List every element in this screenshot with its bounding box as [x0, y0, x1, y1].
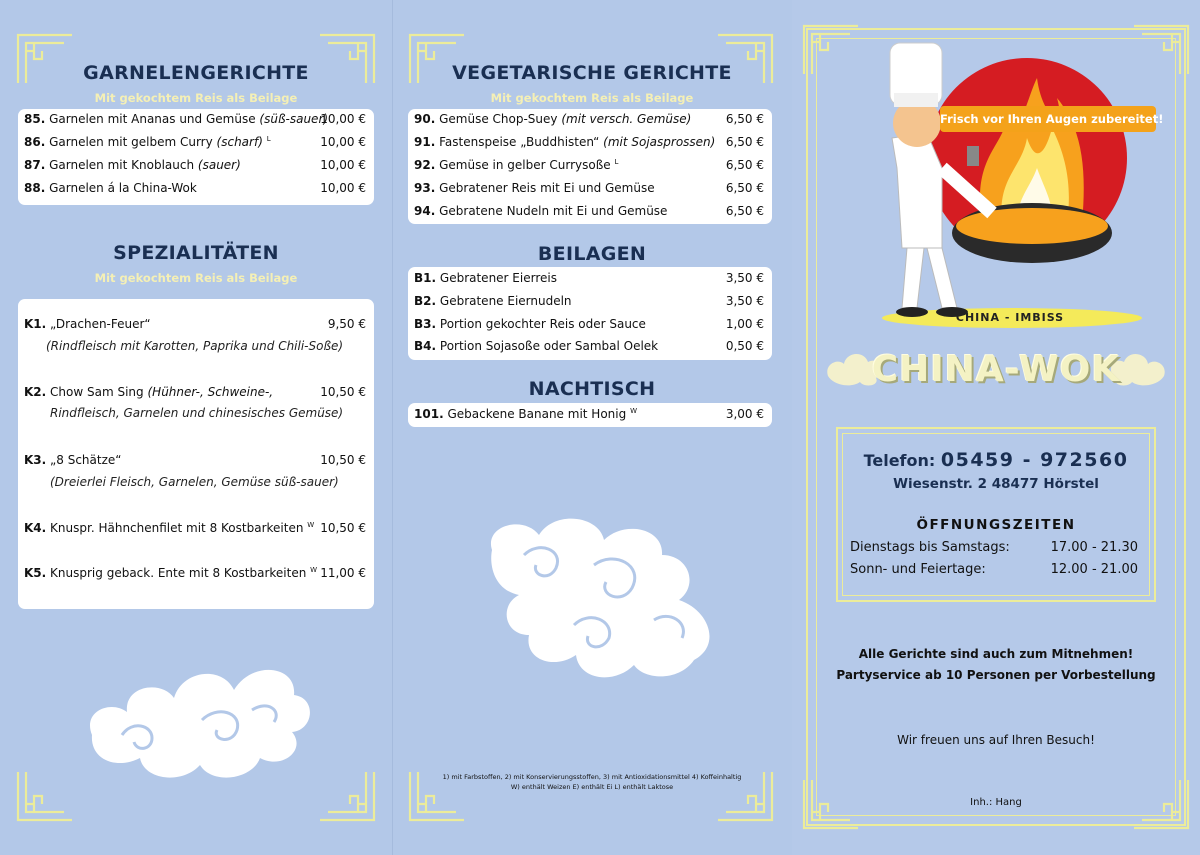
- menu-item: K4. Knuspr. Hähnchenfilet mit 8 Kostbarkeiten $^W$ 10,50 €: [24, 521, 366, 535]
- menu-item-description: (Rindfleisch mit Karotten, Paprika und Chili-Soße): [46, 339, 344, 353]
- menu-item: K2. Chow Sam Sing (Hühner-, Schweine-, 10,50 €: [24, 385, 366, 399]
- menu-item: B1. Gebratener Eierreis 3,50 €: [414, 271, 764, 285]
- brand-logo: CHINA-WOK: [871, 349, 1121, 390]
- panel-left: [0, 0, 392, 855]
- menu-item: 93. Gebratener Reis mit Ei und Gemüse 6,50 €: [414, 181, 764, 195]
- section-subtitle-spezial: Mit gekochtem Reis als Beilage: [94, 271, 298, 285]
- section-title-beilagen: BEILAGEN: [537, 243, 647, 265]
- section-title-spezial: SPEZIALITÄTEN: [113, 242, 279, 264]
- section-subtitle-garnelen: Mit gekochtem Reis als Beilage: [94, 91, 298, 105]
- allergen-footnote-1: 1) mit Farbstoffen, 2) mit Konservierungsstoffen, 3) mit Antioxidationsmittel 4) Koffeinhaltig: [442, 773, 742, 781]
- takeaway-note: Alle Gerichte sind auch zum Mitnehmen!: [858, 647, 1134, 661]
- menu-item: 90. Gemüse Chop-Suey (mit versch. Gemüse) 6,50 €: [414, 112, 764, 126]
- menu-item: 85. Garnelen mit Ananas und Gemüse (süß-sauer) 10,00 €: [24, 112, 366, 126]
- menu-item: 94. Gebratene Nudeln mit Ei und Gemüse 6,50 €: [414, 204, 764, 218]
- phone-number[interactable]: 05459 - 972560: [940, 449, 1129, 471]
- section-title-veg: VEGETARISCHE GERICHTE: [452, 62, 732, 84]
- section-title-nachtisch: NACHTISCH: [528, 378, 656, 400]
- corner-ornament-icon: [318, 770, 376, 822]
- imbiss-label: CHINA - IMBISS: [955, 311, 1065, 324]
- cloud-icon: [484, 510, 724, 685]
- menu-item: K3. „8 Schätze“ 10,50 €: [24, 453, 366, 467]
- allergen-footnote-2: W) enthält Weizen E) enthält Ei L) enthält Laktose: [510, 783, 674, 791]
- chef-wok-illustration-icon: [832, 38, 1162, 328]
- party-service-note: Partyservice ab 10 Personen per Vorbestellung: [836, 668, 1156, 682]
- hours-row: Dienstags bis Samstags: 17.00 - 21.30: [850, 540, 1138, 555]
- menu-item-description: (Dreierlei Fleisch, Garnelen, Gemüse süß-sauer): [50, 475, 339, 489]
- hours-row: Sonn- und Feiertage: 12.00 - 21.00: [850, 562, 1138, 577]
- fresh-badge: Frisch vor Ihren Augen zubereitet!: [940, 106, 1156, 132]
- menu-item: 86. Garnelen mit gelbem Curry (scharf) $^L$ 10,00 €: [24, 135, 366, 149]
- address: Wiesenstr. 2 48477 Hörstel: [893, 476, 1099, 492]
- menu-item: 88. Garnelen á la China-Wok 10,00 €: [24, 181, 366, 195]
- menu-item: 91. Fastenspeise „Buddhisten“ (mit Sojasprossen) 6,50 €: [414, 135, 764, 149]
- menu-item: B2. Gebratene Eiernudeln 3,50 €: [414, 294, 764, 308]
- cloud-icon: [82, 640, 318, 790]
- menu-box-garnelen: [18, 109, 374, 205]
- menu-box-nachtisch: [408, 403, 772, 427]
- phone-label: Telefon:: [863, 451, 936, 470]
- panel-right: [792, 0, 1200, 855]
- panel-middle: [392, 0, 792, 855]
- owner-text: Inh.: Hang: [970, 797, 1022, 808]
- menu-box-beilagen: [408, 267, 772, 360]
- hours-title: ÖFFNUNGSZEITEN: [916, 517, 1076, 533]
- menu-item: K5. Knusprig geback. Ente mit 8 Kostbarkeiten $^W$ 11,00 €: [24, 566, 366, 580]
- menu-item: 101. Gebackene Banane mit Honig $^W$ 3,00 €: [414, 407, 764, 421]
- menu-item: 87. Garnelen mit Knoblauch (sauer) 10,00 €: [24, 158, 366, 172]
- menu-item: 92. Gemüse in gelber Currysoße $^L$ 6,50 €: [414, 158, 764, 172]
- menu-item: K1. „Drachen-Feuer“ 9,50 €: [24, 317, 366, 331]
- corner-ornament-icon: [16, 770, 74, 822]
- menu-item-description: Rindfleisch, Garnelen und chinesisches Gemüse): [50, 406, 344, 420]
- phone-line: [792, 449, 1200, 471]
- menu-item: B4. Portion Sojasoße oder Sambal Oelek 0,50 €: [414, 339, 764, 353]
- section-title-garnelen: GARNELENGERICHTE: [83, 62, 309, 84]
- menu-item: B3. Portion gekochter Reis oder Sauce 1,00 €: [414, 317, 764, 331]
- section-subtitle-veg: Mit gekochtem Reis als Beilage: [490, 91, 694, 105]
- menu-box-spezial: [18, 299, 374, 609]
- menu-box-veg: [408, 109, 772, 224]
- welcome-text: Wir freuen uns auf Ihren Besuch!: [897, 733, 1095, 747]
